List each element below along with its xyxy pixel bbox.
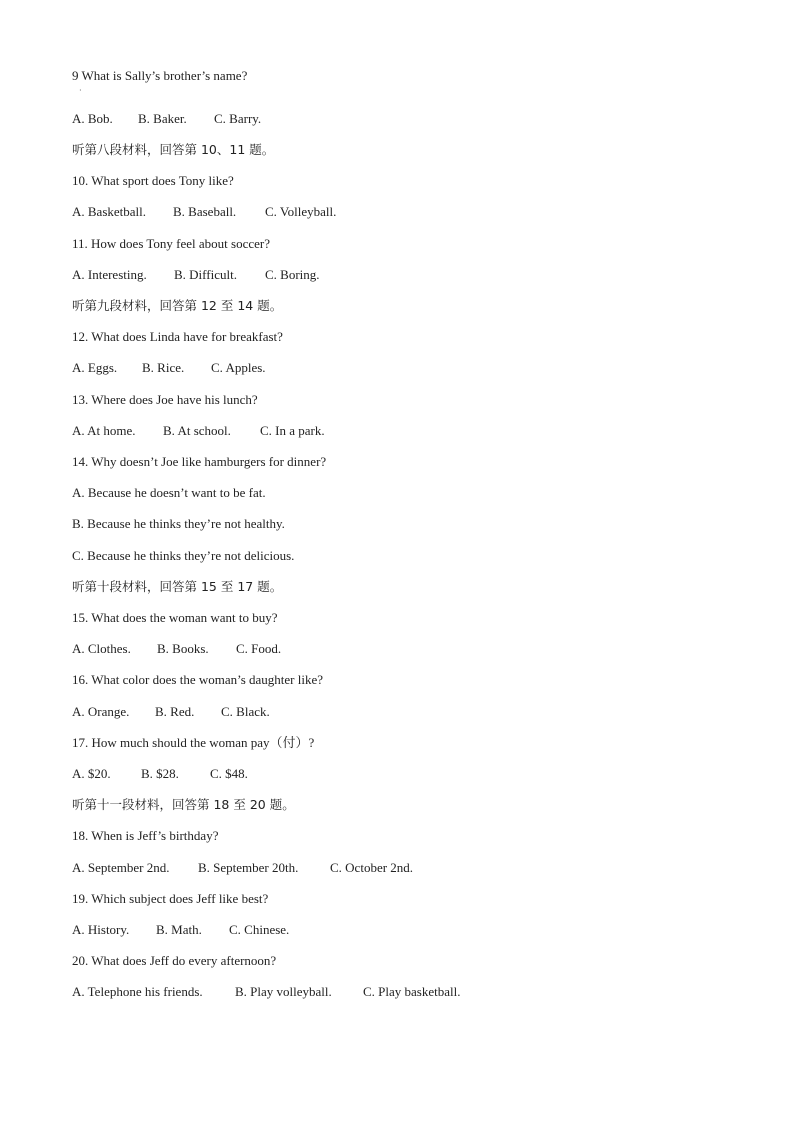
option-c: C. October 2nd.	[330, 860, 414, 875]
option-a: A. At home.	[72, 423, 136, 438]
question-10: 10. What sport does Tony like?	[72, 173, 234, 188]
option-c: C. $48.	[210, 766, 248, 781]
option-b: B. September 20th.	[198, 860, 299, 875]
option-b: B. Play volleyball.	[235, 984, 332, 999]
question-19: 19. Which subject does Jeff like best?	[72, 891, 269, 906]
option-b: B. Baker.	[138, 111, 187, 126]
option-b: B. Baseball.	[173, 204, 237, 219]
option-a: A. History.	[72, 922, 130, 937]
option-c: C. Barry.	[214, 111, 262, 126]
option-a: A. Bob.	[72, 111, 113, 126]
option-c: C. Boring.	[265, 267, 320, 282]
question-14: 14. Why doesn’t Joe like hamburgers for dinner?	[72, 454, 327, 469]
option-c: C. Food.	[236, 641, 282, 656]
options-17	[72, 766, 248, 782]
options-20	[72, 984, 461, 1000]
option-a: A. September 2nd.	[72, 860, 170, 875]
option-c: C. Chinese.	[229, 922, 290, 937]
option-b: B. Red.	[155, 704, 195, 719]
question-18: 18. When is Jeff’s birthday?	[72, 828, 219, 843]
option-b: B. Math.	[156, 922, 202, 937]
stray-dot: ·	[79, 86, 82, 95]
section-9-heading: 听第九段材料，回答第 12 至 14 题。	[72, 298, 283, 313]
section-8-heading: 听第八段材料，回答第 10、11 题。	[72, 142, 275, 157]
option-a: A. Clothes.	[72, 641, 131, 656]
options-16	[72, 704, 270, 720]
option-a: A. Basketball.	[72, 204, 147, 219]
options-15	[72, 641, 281, 657]
section-11-heading: 听第十一段材料，回答第 18 至 20 题。	[72, 797, 295, 812]
options-19	[72, 922, 289, 938]
option-c: C. Volleyball.	[265, 204, 337, 219]
option-a: A. Telephone his friends.	[72, 984, 203, 999]
option-b: B. Books.	[157, 641, 209, 656]
option-a: A. Eggs.	[72, 360, 118, 375]
question-9: 9 What is Sally’s brother’s name?	[72, 68, 248, 83]
option-14-c: C. Because he thinks they’re not delicious.	[72, 548, 295, 563]
option-c: C. Apples.	[211, 360, 266, 375]
question-20: 20. What does Jeff do every afternoon?	[72, 953, 277, 968]
options-13	[72, 423, 325, 439]
option-b: B. $28.	[141, 766, 179, 781]
options-9	[72, 111, 261, 127]
option-b: B. At school.	[163, 423, 231, 438]
options-18	[72, 860, 413, 876]
options-11	[72, 267, 320, 283]
option-b: B. Rice.	[142, 360, 185, 375]
question-13: 13. Where does Joe have his lunch?	[72, 392, 258, 407]
option-c: C. In a park.	[260, 423, 325, 438]
question-17: 17. How much should the woman pay（付）?	[72, 735, 315, 750]
question-11: 11. How does Tony feel about soccer?	[72, 236, 271, 251]
option-14-a: A. Because he doesn’t want to be fat.	[72, 485, 266, 500]
question-12: 12. What does Linda have for breakfast?	[72, 329, 283, 344]
option-a: A. Orange.	[72, 704, 130, 719]
option-a: A. Interesting.	[72, 267, 147, 282]
question-16: 16. What color does the woman’s daughter like?	[72, 672, 324, 687]
option-b: B. Difficult.	[174, 267, 237, 282]
option-c: C. Play basketball.	[363, 984, 461, 999]
option-a: A. $20.	[72, 766, 111, 781]
question-15: 15. What does the woman want to buy?	[72, 610, 278, 625]
options-12	[72, 360, 266, 376]
option-14-b: B. Because he thinks they’re not healthy.	[72, 516, 285, 531]
option-c: C. Black.	[221, 704, 270, 719]
options-10	[72, 204, 336, 220]
section-10-heading: 听第十段材料，回答第 15 至 17 题。	[72, 579, 283, 594]
